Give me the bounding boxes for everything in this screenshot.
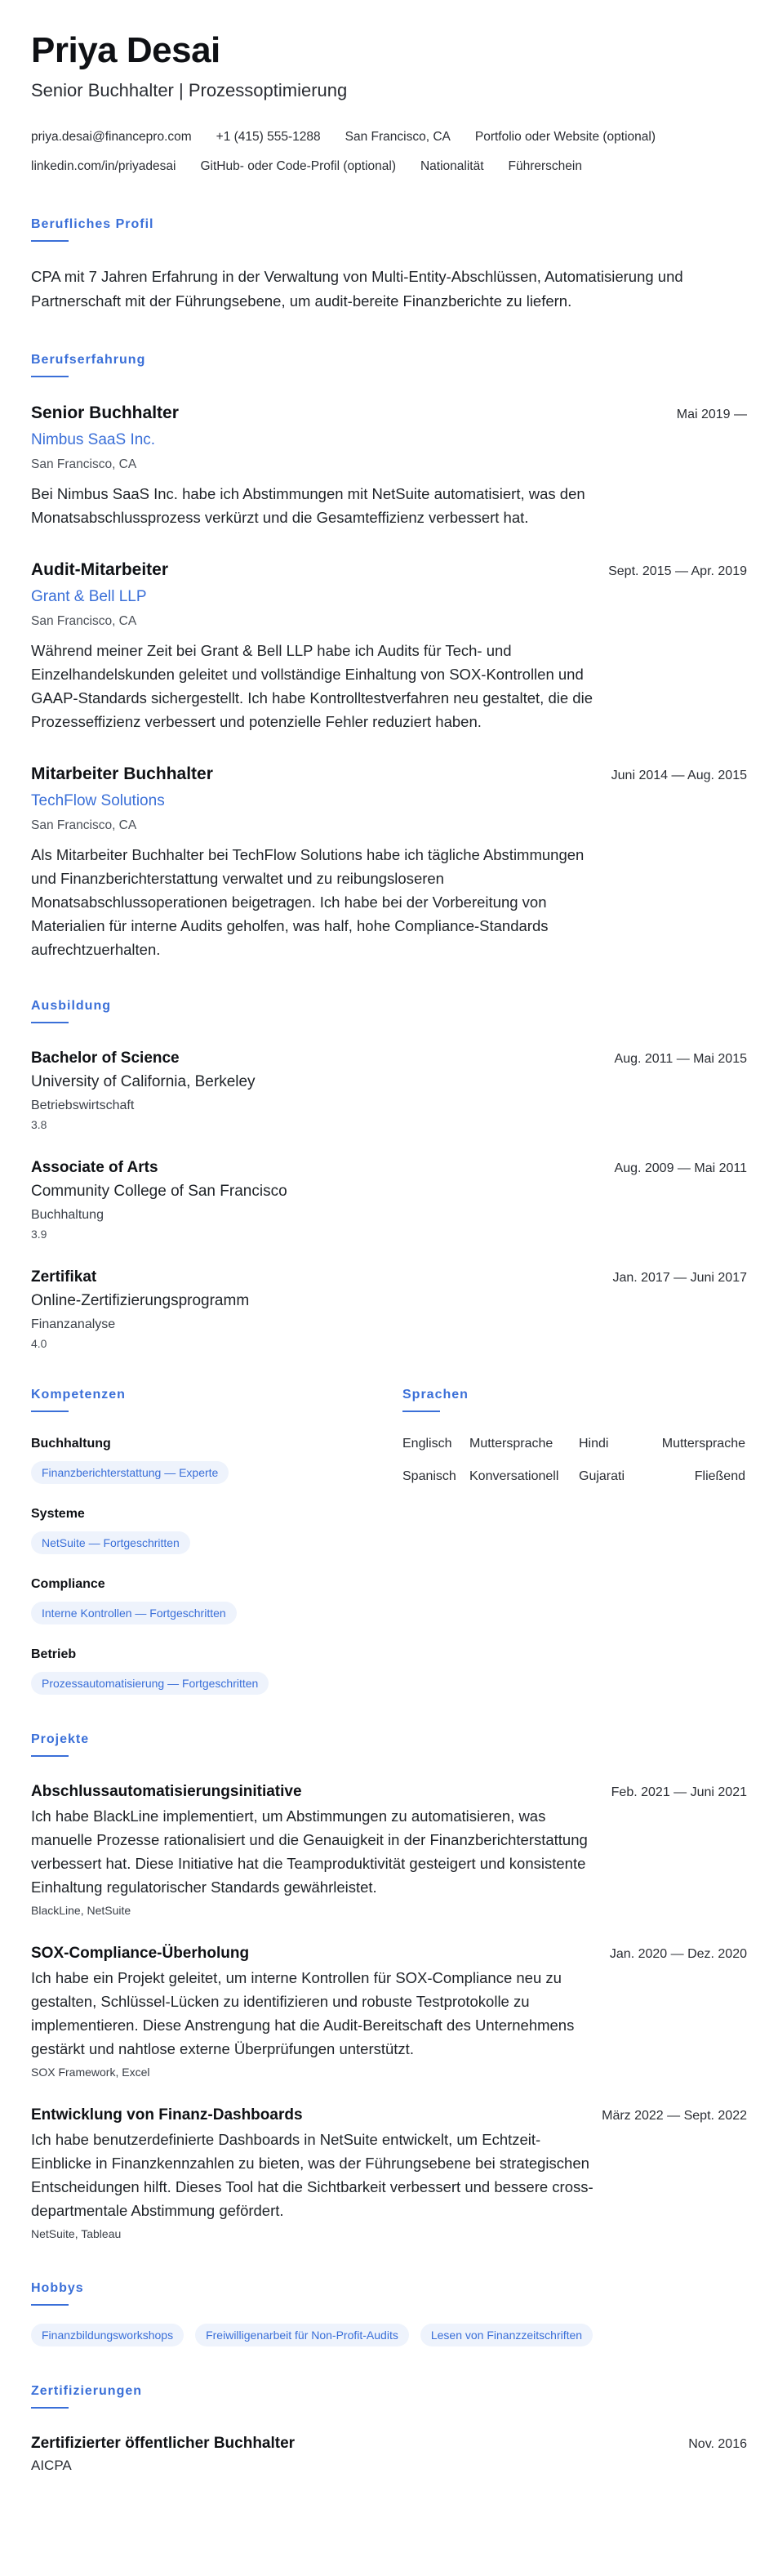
skill-tag: Prozessautomatisierung — Fortgeschritten (31, 1672, 269, 1695)
language-level: Konversationell (469, 1469, 559, 1483)
hobby-tags (31, 2324, 747, 2346)
language-row (402, 1435, 745, 1453)
contact-info (31, 123, 747, 181)
project-description: Ich habe BlackLine implementiert, um Abstimmungen zu automatisieren, was manuelle Prozesse rationalisiert und die Genauigkeit in der Finanzberichterstattung verbessert hat. Diese Initiative hat die Teamproduktivität gesteigert und konsistente Einhaltung regulatorischer Standards gewährleistet. (31, 1807, 588, 1896)
project-description: Ich habe ein Projekt geleitet, um interne Kontrollen für SOX-Compliance neu zu gestalten, Schlüssel-Lücken zu identifizieren und robuste Testprotokolle zu implementieren. Diese Anstrengung hat die Audit-Bereitschaft des Unternehmens gestärkt und nahtlose externe Überprüfungen unterstützt. (31, 1969, 575, 2057)
certification-date: Nov. 2016 (688, 2437, 747, 2451)
experience-section (31, 351, 747, 961)
section-title-certifications: Zertifizierungen (31, 2384, 143, 2398)
skill-group-title: Systeme (31, 1507, 85, 1521)
study-field: Finanzanalyse (31, 1317, 116, 1331)
study-field: Buchhaltung (31, 1208, 104, 1222)
study-field: Betriebswirtschaft (31, 1099, 135, 1112)
project-entry (31, 2105, 747, 2242)
section-divider (31, 1755, 69, 1757)
contact-nationality: Nationalität (420, 159, 484, 173)
hobby-tag: Finanzbildungsworkshops (31, 2324, 184, 2346)
projects-section (31, 1731, 747, 2242)
job-role: Audit-Mitarbeiter (31, 560, 168, 579)
section-divider (31, 1411, 69, 1412)
section-title-experience: Berufserfahrung (31, 353, 146, 367)
skill-group-title: Buchhaltung (31, 1437, 111, 1451)
project-title: Abschlussautomatisierungsinitiative (31, 1783, 302, 1800)
language-level: Muttersprache (469, 1437, 553, 1451)
profile-text: CPA mit 7 Jahren Erfahrung in der Verwaltung von Multi-Entity-Abschlüssen, Automatisierung und Partnerschaft mit der Führungsebene, um audit-bereite Finanzberichte zu liefern. (31, 268, 683, 310)
job-date: Sept. 2015 — Apr. 2019 (608, 564, 747, 578)
job-company[interactable]: Nimbus SaaS Inc. (31, 431, 156, 448)
project-tech: SOX Framework, Excel (31, 2066, 150, 2079)
project-title: SOX-Compliance-Überholung (31, 1945, 250, 1962)
contact-email[interactable]: priya.desai@financepro.com (31, 130, 192, 144)
certification-title: Zertifizierter öffentlicher Buchhalter (31, 2435, 296, 2452)
hobby-tag: Freiwilligenarbeit für Non-Profit-Audits (195, 2324, 409, 2346)
education-entry (31, 1048, 747, 1133)
language-name: Gujarati (579, 1469, 625, 1483)
school-name: Community College of San Francisco (31, 1183, 287, 1200)
degree-title: Zertifikat (31, 1268, 97, 1286)
project-entry (31, 1781, 747, 1919)
education-entry (31, 1157, 747, 1242)
contact-license: Führerschein (508, 159, 582, 173)
job-location: San Francisco, CA (31, 457, 137, 471)
education-entry (31, 1267, 747, 1352)
certifications-section (31, 2382, 747, 2476)
section-title-projects: Projekte (31, 1732, 90, 1746)
contact-phone[interactable]: +1 (415) 555-1288 (216, 130, 321, 144)
profile-section (31, 216, 747, 314)
skills-languages-row (31, 1386, 747, 1695)
project-date: März 2022 — Sept. 2022 (602, 2109, 747, 2123)
section-divider (31, 2407, 69, 2409)
skill-group (31, 1505, 402, 1554)
skill-tag: Interne Kontrollen — Fortgeschritten (31, 1602, 237, 1624)
languages-table (402, 1435, 745, 1486)
hobby-tag: Lesen von Finanzzeitschriften (420, 2324, 593, 2346)
job-description: Bei Nimbus SaaS Inc. habe ich Abstimmungen mit NetSuite automatisiert, was den Monatsabschlussprozess verkürzt und die Gesamteffizienz verbessert hat. (31, 485, 585, 526)
skill-tag: Finanzberichterstattung — Experte (31, 1461, 229, 1484)
skill-group-title: Betrieb (31, 1647, 77, 1661)
gpa-value: 3.8 (31, 1118, 47, 1131)
project-tech: NetSuite, Tableau (31, 2227, 122, 2240)
language-name: Hindi (579, 1437, 609, 1451)
school-name: Online-Zertifizierungsprogramm (31, 1292, 250, 1309)
skill-group (31, 1435, 402, 1484)
education-date: Jan. 2017 — Juni 2017 (612, 1271, 747, 1285)
skill-group-title: Compliance (31, 1577, 105, 1591)
contact-github[interactable]: GitHub- oder Code-Profil (optional) (200, 159, 396, 173)
job-location: San Francisco, CA (31, 614, 137, 628)
project-entry (31, 1943, 747, 2080)
experience-entry (31, 402, 747, 529)
language-name: Spanisch (402, 1469, 456, 1483)
section-divider (31, 376, 69, 377)
school-name: University of California, Berkeley (31, 1073, 256, 1090)
contact-portfolio[interactable]: Portfolio oder Website (optional) (474, 130, 656, 144)
section-divider (31, 240, 69, 242)
section-title-skills: Kompetenzen (31, 1388, 126, 1402)
degree-title: Bachelor of Science (31, 1050, 180, 1067)
job-role: Mitarbeiter Buchhalter (31, 764, 213, 783)
education-date: Aug. 2009 — Mai 2011 (614, 1161, 747, 1175)
skills-section (31, 1386, 402, 1695)
job-location: San Francisco, CA (31, 818, 137, 832)
section-title-education: Ausbildung (31, 999, 111, 1013)
skill-tag: NetSuite — Fortgeschritten (31, 1531, 190, 1554)
education-section (31, 997, 747, 1352)
gpa-value: 4.0 (31, 1337, 47, 1350)
language-row (402, 1468, 745, 1486)
candidate-subtitle: Senior Buchhalter | Prozessoptimierung (31, 80, 348, 100)
contact-location: San Francisco, CA (345, 130, 451, 144)
job-description: Als Mitarbeiter Buchhalter bei TechFlow Solutions habe ich tägliche Abstimmungen und Finanzberichterstattung verwaltet und zu reibungsloseren Monatsabschlussoperationen beigetragen. Ich habe bei der Vorbereitung von Materialien für interne Audits geholfen, was half, hohe Compliance-Standards aufrechtzuerhalten. (31, 846, 585, 958)
candidate-name: Priya Desai (31, 30, 220, 70)
skill-group (31, 1646, 402, 1695)
education-date: Aug. 2011 — Mai 2015 (614, 1052, 747, 1066)
section-title-languages: Sprachen (402, 1388, 469, 1402)
language-name: Englisch (402, 1437, 452, 1451)
section-divider (31, 1022, 69, 1023)
job-date: Juni 2014 — Aug. 2015 (611, 769, 747, 782)
certification-issuer: AICPA (31, 2458, 72, 2473)
skill-group (31, 1575, 402, 1624)
job-company[interactable]: TechFlow Solutions (31, 792, 165, 809)
hobbies-section (31, 2280, 747, 2346)
project-date: Feb. 2021 — Juni 2021 (611, 1785, 747, 1799)
experience-entry (31, 559, 747, 733)
project-title: Entwicklung von Finanz-Dashboards (31, 2106, 303, 2124)
project-date: Jan. 2020 — Dez. 2020 (609, 1947, 747, 1961)
project-tech: BlackLine, NetSuite (31, 1904, 131, 1917)
job-company[interactable]: Grant & Bell LLP (31, 588, 147, 605)
gpa-value: 3.9 (31, 1228, 47, 1241)
degree-title: Associate of Arts (31, 1159, 158, 1176)
project-description: Ich habe benutzerdefinierte Dashboards in NetSuite entwickelt, um Echtzeit-Einblicke in Finanzkennzahlen zu bieten, was der Führungsebene bei strategischen Entscheidungen hilft. Dieses Tool hat die Sichtbarkeit verbessert und bessere cross-departmentale Abstimmung gefördert. (31, 2131, 594, 2219)
language-level: Muttersprache (661, 1437, 745, 1451)
contact-linkedin[interactable]: linkedin.com/in/priyadesai (31, 159, 176, 173)
section-divider (31, 2304, 69, 2306)
section-divider (402, 1411, 440, 1412)
section-title-profile: Berufliches Profil (31, 217, 154, 231)
languages-section (402, 1386, 745, 1695)
job-description: Während meiner Zeit bei Grant & Bell LLP habe ich Audits für Tech- und Einzelhandelskunden geleitet und vollständige Einhaltung von SOX-Kontrollen und GAAP-Standards sichergestellt. Ich habe Kontrolltestverfahren neu gestaltet, die die Prozesseffizienz verbessert und potenzielle Fehler reduziert haben. (31, 642, 593, 730)
job-role: Senior Buchhalter (31, 403, 179, 422)
certification-entry (31, 2433, 747, 2476)
job-date: Mai 2019 — (676, 408, 747, 421)
section-title-hobbies: Hobbys (31, 2281, 84, 2295)
language-level: Fließend (694, 1469, 745, 1483)
experience-entry (31, 763, 747, 961)
